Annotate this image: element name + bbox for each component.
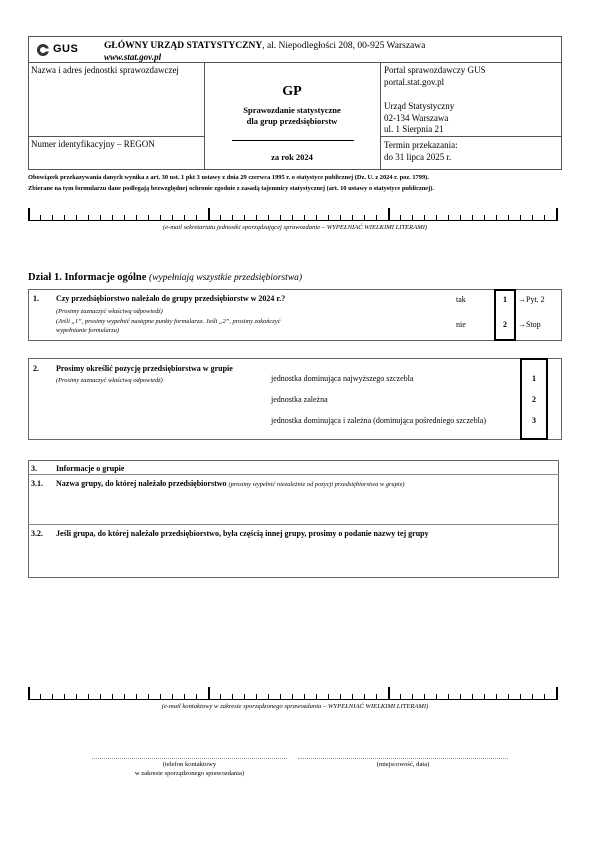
phone-caption-2: w zakresie sporządzonego sprawozdania)	[134, 770, 245, 777]
letter-box-tick	[484, 694, 485, 699]
letter-box-tick	[184, 215, 185, 220]
org-line	[104, 41, 425, 51]
reporting-unit-name-label: Nazwa i adres jednostki sprawozdawczej	[31, 65, 179, 75]
letter-box-tick	[88, 694, 89, 699]
letter-box-tick	[196, 694, 197, 699]
gus-logo-icon	[36, 43, 50, 57]
letter-box-tick	[232, 215, 233, 220]
form-title-line1: Sprawozdanie statystyczne	[243, 105, 341, 115]
letter-box-tick	[556, 687, 558, 699]
letter-box-tick	[448, 694, 449, 699]
q1-option-no-code[interactable]: 2	[503, 320, 507, 329]
letter-box-tick	[136, 694, 137, 699]
regon-field[interactable]	[30, 150, 202, 168]
letter-box-tick	[244, 215, 245, 220]
form-title-line2: dla grup przedsiębiorstw	[246, 116, 338, 126]
q2-option-code-2[interactable]: 2	[532, 395, 536, 404]
letter-box-tick	[172, 215, 173, 220]
letter-box-tick	[460, 215, 461, 220]
website[interactable]: www.stat.gov.pl	[104, 52, 162, 62]
letter-box-tick	[292, 215, 293, 220]
letter-box-tick	[424, 215, 425, 220]
regon-label: Numer identyfikacyjny – REGON	[31, 139, 155, 149]
letter-box-tick	[412, 694, 413, 699]
letter-box-tick	[64, 694, 65, 699]
letter-box-tick	[244, 694, 245, 699]
deadline-label: Termin przekazania:	[384, 140, 458, 150]
letter-box-tick	[520, 215, 521, 220]
letter-box-tick	[292, 694, 293, 699]
contact-email-field[interactable]	[28, 687, 558, 700]
q1-option-yes-code[interactable]: 1	[503, 295, 507, 304]
letter-box-tick	[184, 694, 185, 699]
letter-box-tick	[460, 694, 461, 699]
letter-box-tick	[400, 215, 401, 220]
q1-hint: (Prosimy zaznaczyć właściwą odpowiedź)	[56, 308, 163, 315]
letter-box-tick	[340, 215, 341, 220]
place-date-caption: (miejscowość, data)	[376, 761, 430, 768]
letter-box-tick	[472, 215, 473, 220]
org-name: GŁÓWNY URZĄD STATYSTYCZNY	[104, 41, 263, 51]
letter-box-tick	[304, 694, 305, 699]
letter-box-tick	[76, 694, 77, 699]
q3-2-text: Jeśli grupa, do której należało przedsiębiorstwo, była częścią innej grupy, prosimy o podanie nazwy tej grupy	[56, 529, 429, 538]
letter-box-tick	[328, 694, 329, 699]
q1-hint-instruction-cont: wypełnianie formularza)	[56, 327, 120, 334]
letter-box-tick	[508, 215, 509, 220]
letter-box-tick	[364, 694, 365, 699]
letter-box-tick	[160, 215, 161, 220]
letter-box-tick	[172, 694, 173, 699]
q3-1-note: (prosimy wypełnić niezależnie od pozycji przedsiębiorstwa w grupie)	[228, 481, 405, 488]
letter-box-tick	[52, 215, 53, 220]
letter-box-tick	[484, 215, 485, 220]
letter-box-tick	[112, 215, 113, 220]
letter-box-tick	[412, 215, 413, 220]
phone-line[interactable]	[92, 758, 287, 759]
letter-box-tick	[124, 215, 125, 220]
q2-option-subsidiary: jednostka zależna	[271, 395, 328, 404]
letter-box-tick	[124, 694, 125, 699]
q2-option-intermediate-parent: jednostka dominująca i zależna (dominująca pośredniego szczebla)	[271, 416, 487, 425]
letter-box-tick	[436, 215, 437, 220]
contact-email-caption: (e-mail kontaktowy w zakresie sporządzonego sprawozdania – WYPEŁNIAĆ WIELKIMI LITERAMI)	[161, 703, 429, 710]
letter-box-tick	[316, 694, 317, 699]
letter-box-tick	[352, 215, 353, 220]
letter-box-tick	[472, 694, 473, 699]
q3-sub-divider	[28, 524, 559, 525]
letter-box-tick	[88, 215, 89, 220]
secretariat-email-field[interactable]	[28, 208, 558, 221]
form-year: za rok 2024	[271, 152, 313, 162]
q1-next-no: →Stop	[518, 320, 541, 329]
letter-box-tick	[40, 215, 41, 220]
letter-box-tick	[148, 215, 149, 220]
letter-box-tick	[520, 694, 521, 699]
letter-box-tick	[52, 694, 53, 699]
letter-box-tick	[268, 215, 269, 220]
q2-hint: (Prosimy zaznaczyć właściwą odpowiedź)	[56, 377, 163, 384]
portal-name: Portal sprawozdawczy GUS	[384, 65, 486, 75]
letter-box-tick	[352, 694, 353, 699]
phone-caption-1: (telefon kontaktowy	[162, 761, 217, 768]
letter-box-tick	[112, 694, 113, 699]
reporting-unit-name-field[interactable]	[30, 78, 202, 134]
letter-box-tick	[280, 694, 281, 699]
q3-1-line	[56, 479, 405, 488]
q2-option-code-3[interactable]: 3	[532, 416, 536, 425]
gus-logo-text: GUS	[53, 43, 79, 55]
q3-header-divider	[28, 474, 559, 475]
letter-box-tick	[328, 215, 329, 220]
letter-box-tick	[40, 694, 41, 699]
title-rule	[232, 140, 354, 141]
q1-next-yes: →Pyt. 2	[518, 295, 545, 304]
letter-box-tick	[196, 215, 197, 220]
letter-box-tick	[220, 694, 221, 699]
letter-box-tick	[316, 215, 317, 220]
letter-box-tick	[280, 215, 281, 220]
deadline-value: do 31 lipca 2025 r.	[384, 152, 452, 162]
letter-box-tick	[304, 215, 305, 220]
letter-box-tick	[364, 215, 365, 220]
q1-option-yes-label: tak	[456, 295, 466, 304]
letter-box-tick	[268, 694, 269, 699]
header-divider	[28, 62, 562, 63]
gus-logo	[36, 43, 96, 57]
letter-box-tick	[532, 694, 533, 699]
letter-box-tick	[160, 694, 161, 699]
regon-divider	[28, 136, 204, 137]
q3-number: 3.	[31, 464, 37, 473]
legal-confidentiality: Zbierane na tym formularzu dane podlegają bezwzględnej ochronie zgodnie z zasadą tajemnicy statystycznej (art. 10 ustawy o statystyce publicznej).	[28, 185, 434, 192]
letter-box-tick	[148, 694, 149, 699]
letter-box-tick	[496, 215, 497, 220]
q2-question: Prosimy określić pozycję przedsiębiorstwa w grupie	[56, 364, 233, 373]
letter-box-tick	[544, 215, 545, 220]
letter-box-tick	[532, 215, 533, 220]
letter-box-tick	[544, 694, 545, 699]
letter-box-tick	[424, 694, 425, 699]
q3-2-number: 3.2.	[31, 529, 43, 538]
letter-box-tick	[232, 694, 233, 699]
deadline-divider	[380, 136, 562, 137]
portal-url[interactable]: portal.stat.gov.pl	[384, 77, 445, 87]
q2-option-code-1[interactable]: 1	[532, 374, 536, 383]
form-code: GP	[282, 84, 302, 99]
legal-obligation: Obowiązek przekazywania danych wynika z art. 30 ust. 1 pkt 3 ustawy z dnia 29 czerwca 1995 r. o statystyce publicznej (Dz. U. z 2024 r. poz. 1799).	[28, 174, 429, 181]
letter-box-tick	[220, 215, 221, 220]
letter-box-tick	[256, 215, 257, 220]
letter-box-tick	[508, 694, 509, 699]
q2-number: 2.	[33, 364, 39, 373]
section1-title-line	[28, 272, 302, 283]
letter-box-tick	[208, 687, 210, 699]
q2-option-top-parent: jednostka dominująca najwyższego szczebla	[271, 374, 414, 383]
letter-box-tick	[340, 694, 341, 699]
letter-box-tick	[388, 208, 390, 220]
letter-box-tick	[376, 694, 377, 699]
q1-number: 1.	[33, 294, 39, 303]
q3-title: Informacje o grupie	[56, 464, 125, 473]
section1-note: (wypełniają wszystkie przedsiębiorstwa)	[149, 273, 303, 283]
letter-box-tick	[496, 694, 497, 699]
letter-box-tick	[448, 215, 449, 220]
section1-title: Dział 1. Informacje ogólne	[28, 272, 147, 283]
parent-group-name-field[interactable]	[30, 540, 556, 576]
letter-box-tick	[556, 208, 558, 220]
office-name: Urząd Statystyczny	[384, 101, 455, 111]
place-date-line[interactable]	[298, 758, 508, 759]
group-name-field[interactable]	[30, 490, 556, 522]
letter-box-tick	[208, 208, 210, 220]
letter-box-tick	[136, 215, 137, 220]
letter-box-tick	[76, 215, 77, 220]
q1-hint-instruction: (Jeśli „1”, prosimy wypełnić następne punkty formularza. Jeśli „2”, prosimy zakończyć	[56, 318, 281, 325]
letter-box-tick	[388, 687, 390, 699]
letter-box-tick	[436, 694, 437, 699]
q3-1-text: Nazwa grupy, do której należało przedsiębiorstwo	[56, 479, 227, 488]
letter-box-tick	[256, 694, 257, 699]
q3-1-number: 3.1.	[31, 479, 43, 488]
secretariat-email-caption: (e-mail sekretariatu jednostki sporządzającej sprawozdanie – WYPEŁNIAĆ WIELKIMI LITERAMI)	[162, 224, 428, 231]
letter-box-tick	[28, 208, 30, 220]
letter-box-tick	[100, 215, 101, 220]
q1-question: Czy przedsiębiorstwo należało do grupy przedsiębiorstw w 2024 r.?	[56, 294, 286, 303]
office-postcode: 02-134 Warszawa	[384, 113, 449, 123]
letter-box-tick	[376, 215, 377, 220]
letter-box-tick	[28, 687, 30, 699]
q1-option-no-label: nie	[456, 320, 466, 329]
letter-box-tick	[400, 694, 401, 699]
right-column-divider	[380, 62, 381, 170]
letter-box-tick	[100, 694, 101, 699]
office-street: ul. 1 Sierpnia 21	[384, 124, 444, 134]
letter-box-tick	[64, 215, 65, 220]
org-address: , al. Niepodległości 208, 00-925 Warszawa	[262, 41, 426, 51]
